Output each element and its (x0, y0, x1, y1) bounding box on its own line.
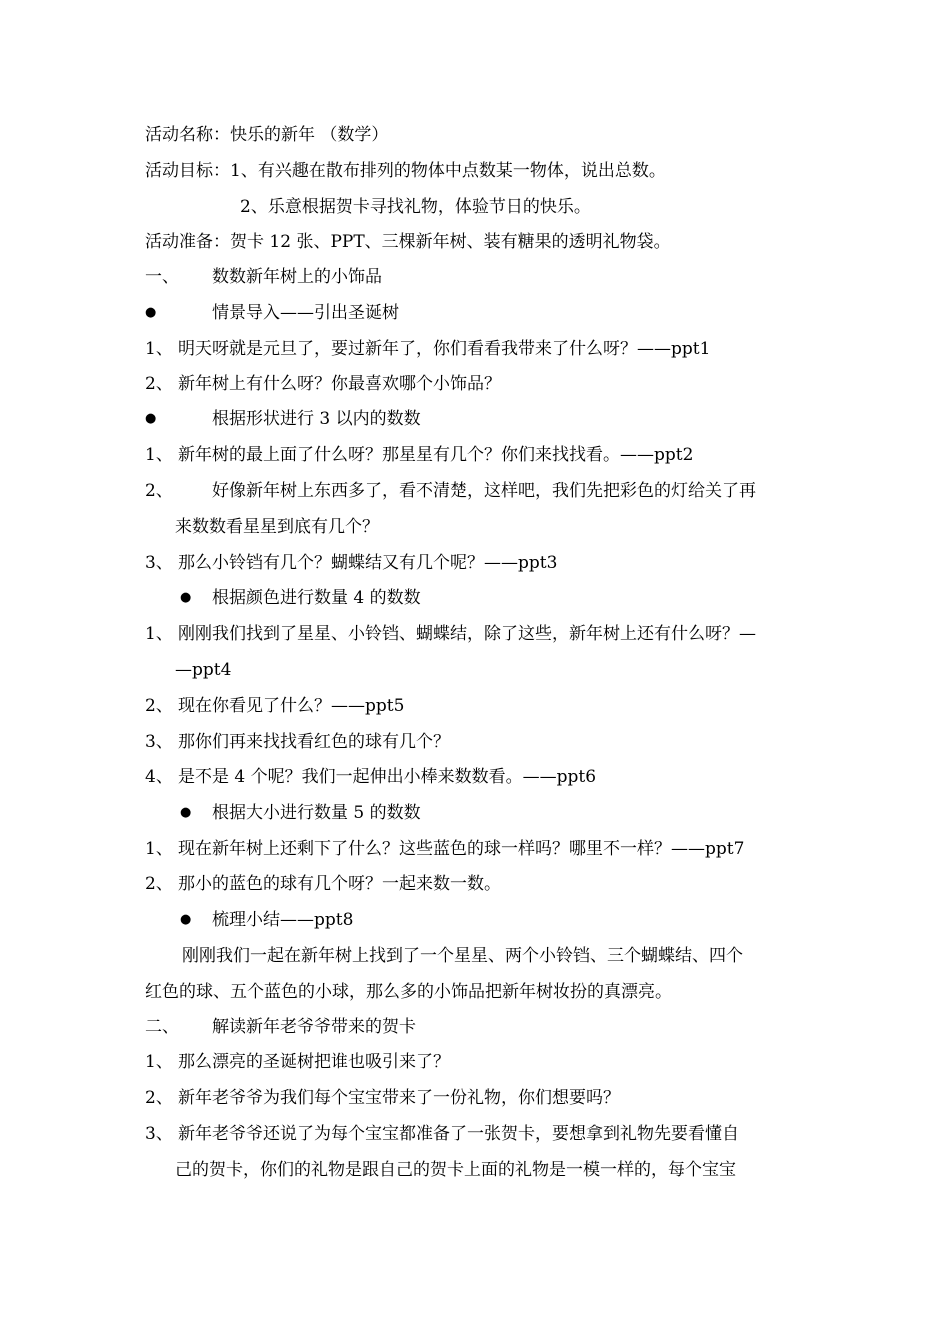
section-heading-1: 一、 数数新年树上的小饰品 (145, 267, 382, 287)
list-item: 2、 那小的蓝色的球有几个呀？一起来数一数。 (145, 874, 501, 894)
bullet-item: ● 根据大小进行数量 5 的数数 (180, 803, 421, 823)
summary-paragraph-line-1: 刚刚我们一起在新年树上找到了一个星星、两个小铃铛、三个蝴蝶结、四个 (182, 946, 743, 966)
bullet-item: ● 根据颜色进行数量 4 的数数 (180, 588, 421, 608)
list-item: 2、 新年老爷爷为我们每个宝宝带来了一份礼物，你们想要吗？ (145, 1088, 620, 1108)
list-item: 3、 新年老爷爷还说了为每个宝宝都准备了一张贺卡，要想拿到礼物先要看懂自 (145, 1124, 739, 1144)
list-item: 1、 现在新年树上还剩下了什么？这些蓝色的球一样吗？哪里不一样？——ppt7 (145, 839, 745, 859)
list-item: 4、 是不是 4 个呢？我们一起伸出小棒来数数看。——ppt6 (145, 767, 597, 787)
activity-name-line: 活动名称：快乐的新年 （数学） (145, 125, 389, 145)
bullet-icon: ● (145, 305, 157, 320)
list-item: 3、 那你们再来找找看红色的球有几个？ (145, 732, 450, 752)
summary-paragraph-line-2: 红色的球、五个蓝色的小球，那么多的小饰品把新年树妆扮的真漂亮。 (145, 982, 672, 1002)
list-item: 1、 那么漂亮的圣诞树把谁也吸引来了？ (145, 1052, 450, 1072)
activity-prep-line: 活动准备：贺卡 12 张、PPT、三棵新年树、装有糖果的透明礼物袋。 (145, 232, 671, 252)
list-item-continuation: —ppt4 (175, 660, 232, 680)
bullet-icon: ● (180, 805, 192, 820)
bullet-item: ● 梳理小结——ppt8 (180, 910, 354, 930)
bullet-item: ● 情景导入——引出圣诞树 (145, 303, 399, 323)
bullet-icon: ● (145, 411, 157, 426)
section-heading-2: 二、 解读新年老爷爷带来的贺卡 (145, 1017, 416, 1037)
list-item: 1、 明天呀就是元旦了，要过新年了，你们看看我带来了什么呀？——ppt1 (145, 339, 711, 359)
activity-goal-line-2: 2、乐意根据贺卡寻找礼物，体验节日的快乐。 (240, 197, 591, 217)
list-item: 3、 那么小铃铛有几个？蝴蝶结又有几个呢？——ppt3 (145, 553, 558, 573)
list-item: 1、 刚刚我们找到了星星、小铃铛、蝴蝶结，除了这些，新年树上还有什么呀？— (145, 624, 756, 644)
bullet-icon: ● (180, 590, 192, 605)
list-item-continuation: 来数数看星星到底有几个？ (175, 517, 379, 537)
bullet-icon: ● (180, 912, 192, 927)
bullet-item: ● 根据形状进行 3 以内的数数 (145, 409, 421, 429)
list-item-continuation: 己的贺卡，你们的礼物是跟自己的贺卡上面的礼物是一模一样的，每个宝宝 (175, 1160, 736, 1180)
activity-goal-line-1: 活动目标：1、有兴趣在散布排列的物体中点数某一物体，说出总数。 (145, 161, 666, 181)
list-item: 1、 新年树的最上面了什么呀？那星星有几个？你们来找找看。——ppt2 (145, 445, 694, 465)
list-item: 2、 新年树上有什么呀？你最喜欢哪个小饰品？ (145, 374, 501, 394)
list-item: 2、 好像新年树上东西多了，看不清楚，这样吧，我们先把彩色的灯给关了再 (145, 481, 756, 501)
list-item: 2、 现在你看见了什么？——ppt5 (145, 696, 405, 716)
